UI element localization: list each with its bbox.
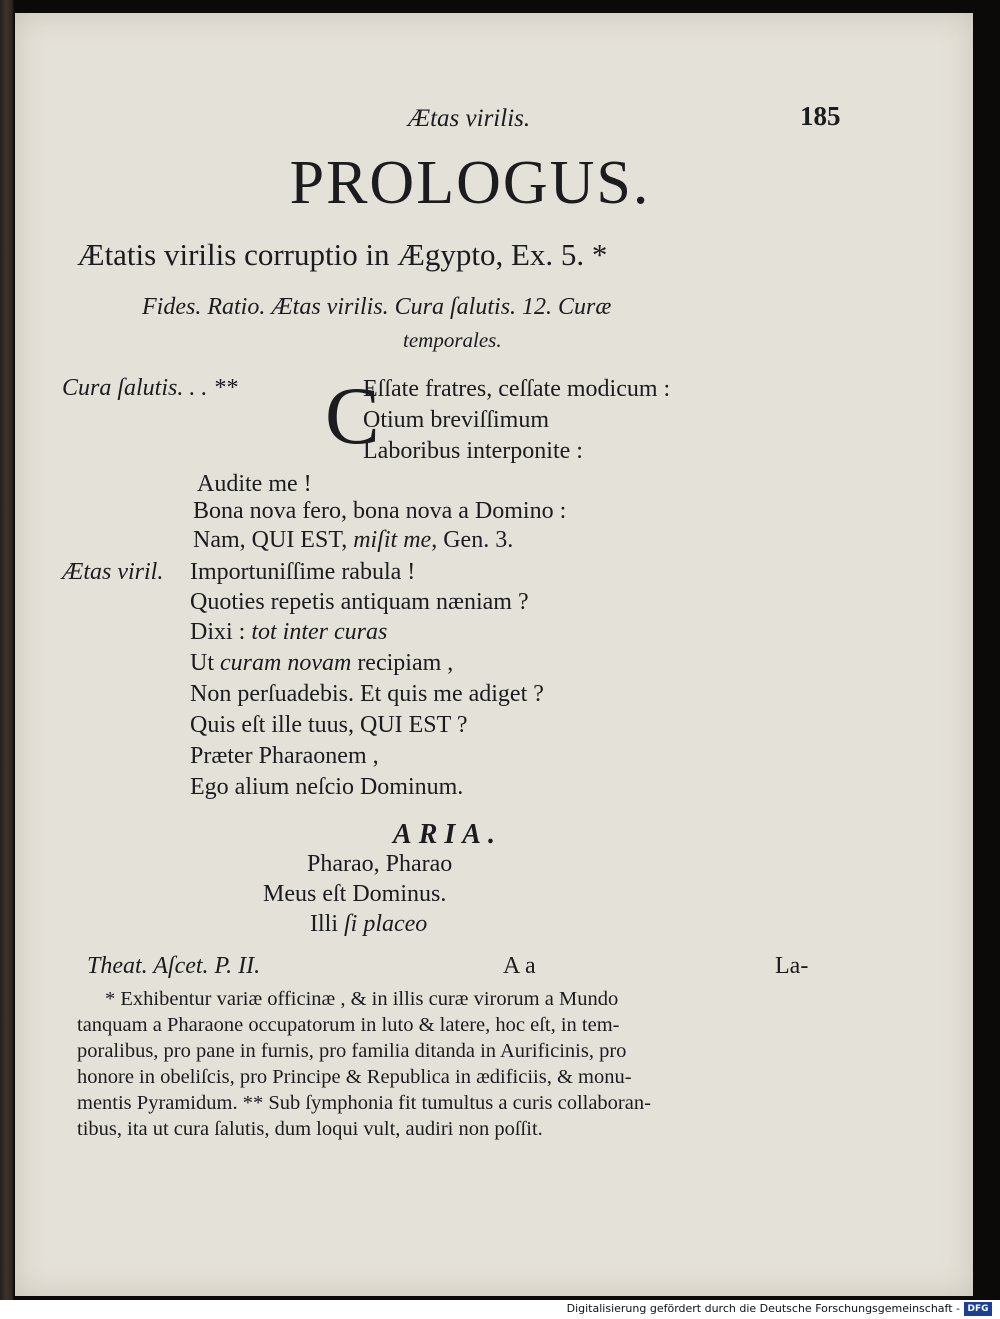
verse-text: recipiam , bbox=[357, 650, 454, 676]
dramatis-personae: Fides. Ratio. Ætas virilis. Cura ſalutis. 12. Curæ bbox=[142, 294, 612, 320]
verse-text: , Gen. 3. bbox=[431, 527, 514, 553]
drop-capital: C bbox=[325, 370, 380, 461]
page-title: PROLOGUS. bbox=[289, 149, 651, 217]
verse-italic: curam novam bbox=[220, 650, 352, 676]
footnote-line: mentis Pyramidum. ** Sub ſymphonia fit tumultus a curis collaboran- bbox=[77, 1092, 651, 1114]
footnote-line: tanquam a Pharaone occupatorum in luto & latere, hoc eſt, in tem- bbox=[77, 1014, 620, 1036]
verse-italic: tot inter curas bbox=[251, 619, 388, 645]
verse-line: Ego alium neſcio Dominum. bbox=[190, 774, 464, 800]
catchword: La- bbox=[775, 953, 809, 979]
verse-line: Præter Pharaonem , bbox=[190, 743, 379, 769]
footnote-line: tibus, ita ut cura ſalutis, dum loqui vult, audiri non poſſit. bbox=[77, 1118, 543, 1140]
verse-text: Ut bbox=[190, 650, 214, 676]
verse-italic: miſit me bbox=[353, 527, 432, 553]
page-number: 185 bbox=[800, 101, 841, 131]
aria-line: Pharao, Pharao bbox=[307, 851, 453, 877]
verse-line: Bona nova fero, bona nova a Domino : bbox=[193, 498, 567, 524]
dramatis-personae-cont: temporales. bbox=[403, 328, 502, 352]
aria-line bbox=[310, 911, 427, 938]
verse-line: Audite me ! bbox=[197, 471, 312, 497]
dfg-logo-icon: DFG bbox=[964, 1302, 992, 1316]
gathering-mark: A a bbox=[503, 953, 536, 979]
verse-line bbox=[190, 619, 387, 646]
verse-line bbox=[190, 650, 453, 677]
footnote-line: * Exhibentur variæ officinæ , & in illis curæ virorum a Mundo bbox=[105, 988, 619, 1010]
footnote-line: poralibus, pro pane in furnis, pro familia ditanda in Aurificinis, pro bbox=[77, 1040, 627, 1062]
aria-heading: ARIA. bbox=[393, 819, 502, 850]
book-page bbox=[15, 13, 973, 1296]
running-head: Ætas virilis. bbox=[407, 105, 531, 132]
verse-text: Illi bbox=[310, 911, 338, 937]
verse-line: Eſſate fratres, ceſſate modicum : bbox=[363, 376, 671, 402]
verse-text: Nam, QUI EST, bbox=[193, 527, 348, 553]
verse-line bbox=[193, 527, 513, 554]
speaker-aetas-virilis: Ætas viril. bbox=[62, 559, 164, 585]
footnote-line: honore in obeliſcis, pro Principe & Republica in ædificiis, & monu- bbox=[77, 1066, 632, 1088]
verse-line: Laboribus interponite : bbox=[363, 438, 583, 464]
verse-line: Otium breviſſimum bbox=[363, 407, 549, 433]
funding-credit: Digitalisierung gefördert durch die Deutsche Forschungsgemeinschaft - bbox=[566, 1302, 960, 1315]
verse-text: Dixi : bbox=[190, 619, 246, 645]
footnote bbox=[77, 986, 837, 1142]
signature-mark: Theat. Aſcet. P. II. bbox=[87, 953, 261, 979]
subtitle: Ætatis virilis corruptio in Ægypto, Ex. 5. * bbox=[77, 237, 608, 272]
verse-line: Non perſuadebis. Et quis me adiget ? bbox=[190, 681, 544, 707]
speaker-cura-salutis: Cura ſalutis. . . ** bbox=[62, 375, 238, 401]
verse-line: Quoties repetis antiquam næniam ? bbox=[190, 589, 529, 615]
verse-line: Quis eſt ille tuus, QUI EST ? bbox=[190, 712, 468, 738]
aria-line: Meus eſt Dominus. bbox=[263, 881, 447, 907]
verse-line: Importuniſſime rabula ! bbox=[190, 559, 416, 585]
verse-italic: ſi placeo bbox=[344, 911, 428, 937]
